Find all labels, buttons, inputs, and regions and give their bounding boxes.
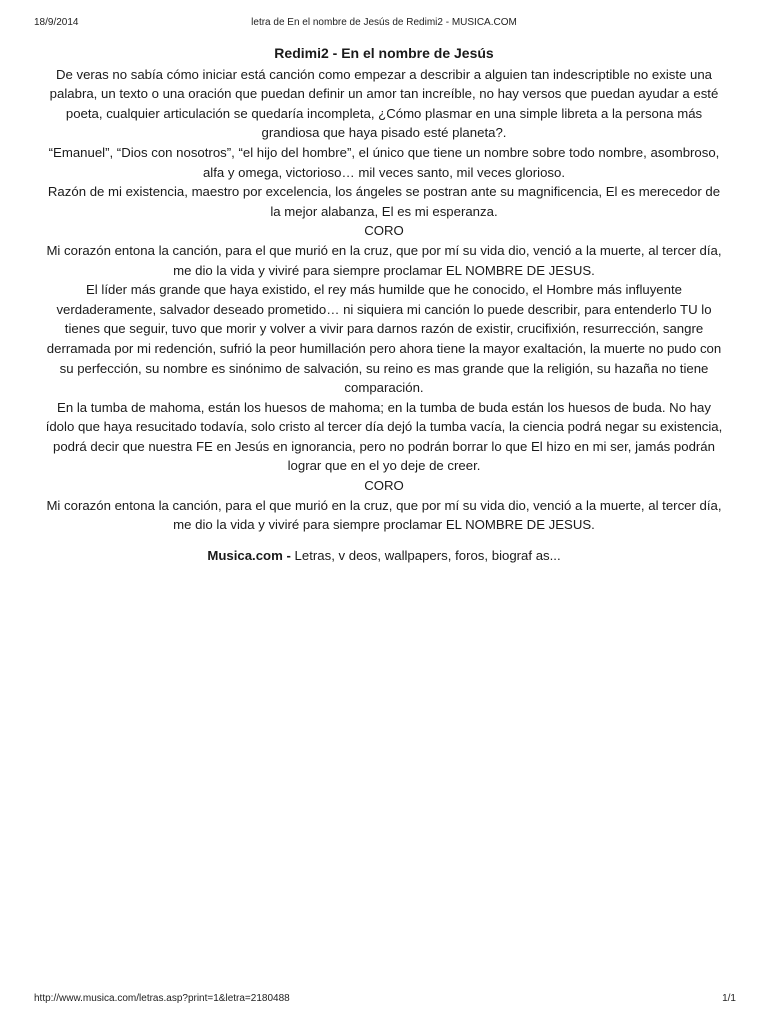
print-date: 18/9/2014 bbox=[34, 17, 79, 28]
lyrics-paragraph: En la tumba de mahoma, están los huesos de mahoma; en la tumba de buda están los huesos de buda. No hay ídolo que haya resucitado todavía, solo cristo al tercer día dejó la tumba vacía, la ciencia podrá negar su existencia, podrá decir que nuestra FE en Jesús en ignorancia, pero no podrán borrar lo que El hizo en mi ser, jamás podrán lograr que en el yo deje de creer. bbox=[45, 399, 723, 474]
chorus-label: CORO bbox=[364, 478, 404, 494]
song-title: Redimi2 - En el nombre de Jesús bbox=[274, 45, 494, 61]
site-brand-link[interactable]: Musica.com - bbox=[207, 547, 291, 563]
lyrics-content bbox=[42, 44, 726, 565]
lyrics-paragraph: De veras no sabía cómo iniciar está canción como empezar a describir a alguien tan indescriptible no existe una palabra, un texto o una oración que puedan definir un amor tan increíble, no hay versos que puedan ayudar a esté poeta, cualquier articulación se quedaría incompleta, ¿Cómo plasmar en una simple libreta a la persona más grandiosa que haya pisado esté planeta?. bbox=[49, 66, 719, 141]
lyrics-paragraph: “Emanuel”, “Dios con nosotros”, “el hijo del hombre”, el único que tiene un nombre sobre todo nombre, asombroso, alfa y omega, victorioso… mil veces santo, mil veces glorioso. bbox=[48, 144, 720, 180]
page-number: 1/1 bbox=[722, 993, 736, 1004]
chorus-label: CORO bbox=[364, 223, 404, 239]
print-url: http://www.musica.com/letras.asp?print=1&letra=2180488 bbox=[34, 993, 290, 1004]
lyrics-paragraph: Mi corazón entona la canción, para el que murió en la cruz, que por mí su vida dio, venció a la muerte, al tercer día, me dio la vida y viviré para siempre proclamar EL NOMBRE DE JESUS. bbox=[46, 242, 722, 278]
lyrics-paragraph: Mi corazón entona la canción, para el que murió en la cruz, que por mí su vida dio, venció a la muerte, al tercer día, me dio la vida y viviré para siempre proclamar EL NOMBRE DE JESUS. bbox=[46, 497, 722, 533]
lyrics-paragraph: El líder más grande que haya existido, el rey más humilde que he conocido, el Hombre más influyente verdaderamente, salvador deseado prometido… ni siquiera mi canción lo puede describir, para entenderlo TU lo tienes que seguir, tuvo que morir y volver a vivir para darnos razón de existir, crucifixión, resurrección, sangre derramada por mi redención, sufrió la peor humillación pero ahora tiene la mayor exaltación, la muerte no pudo con su perfección, su nombre es sinónimo de salvación, su reino es mas grande que la religión, su hazaña no tiene comparación. bbox=[46, 282, 722, 396]
site-tagline: Letras, v deos, wallpapers, foros, biograf as... bbox=[290, 547, 561, 563]
lyrics-paragraph: Razón de mi existencia, maestro por excelencia, los ángeles se postran ante su magnificencia, El es merecedor de la mejor alabanza, El es mi esperanza. bbox=[47, 184, 721, 219]
print-page-title: letra de En el nombre de Jesús de Redimi2 - MUSICA.COM bbox=[251, 17, 517, 28]
print-header bbox=[0, 17, 768, 31]
print-footer bbox=[0, 993, 768, 1007]
site-footer-line bbox=[42, 546, 726, 566]
